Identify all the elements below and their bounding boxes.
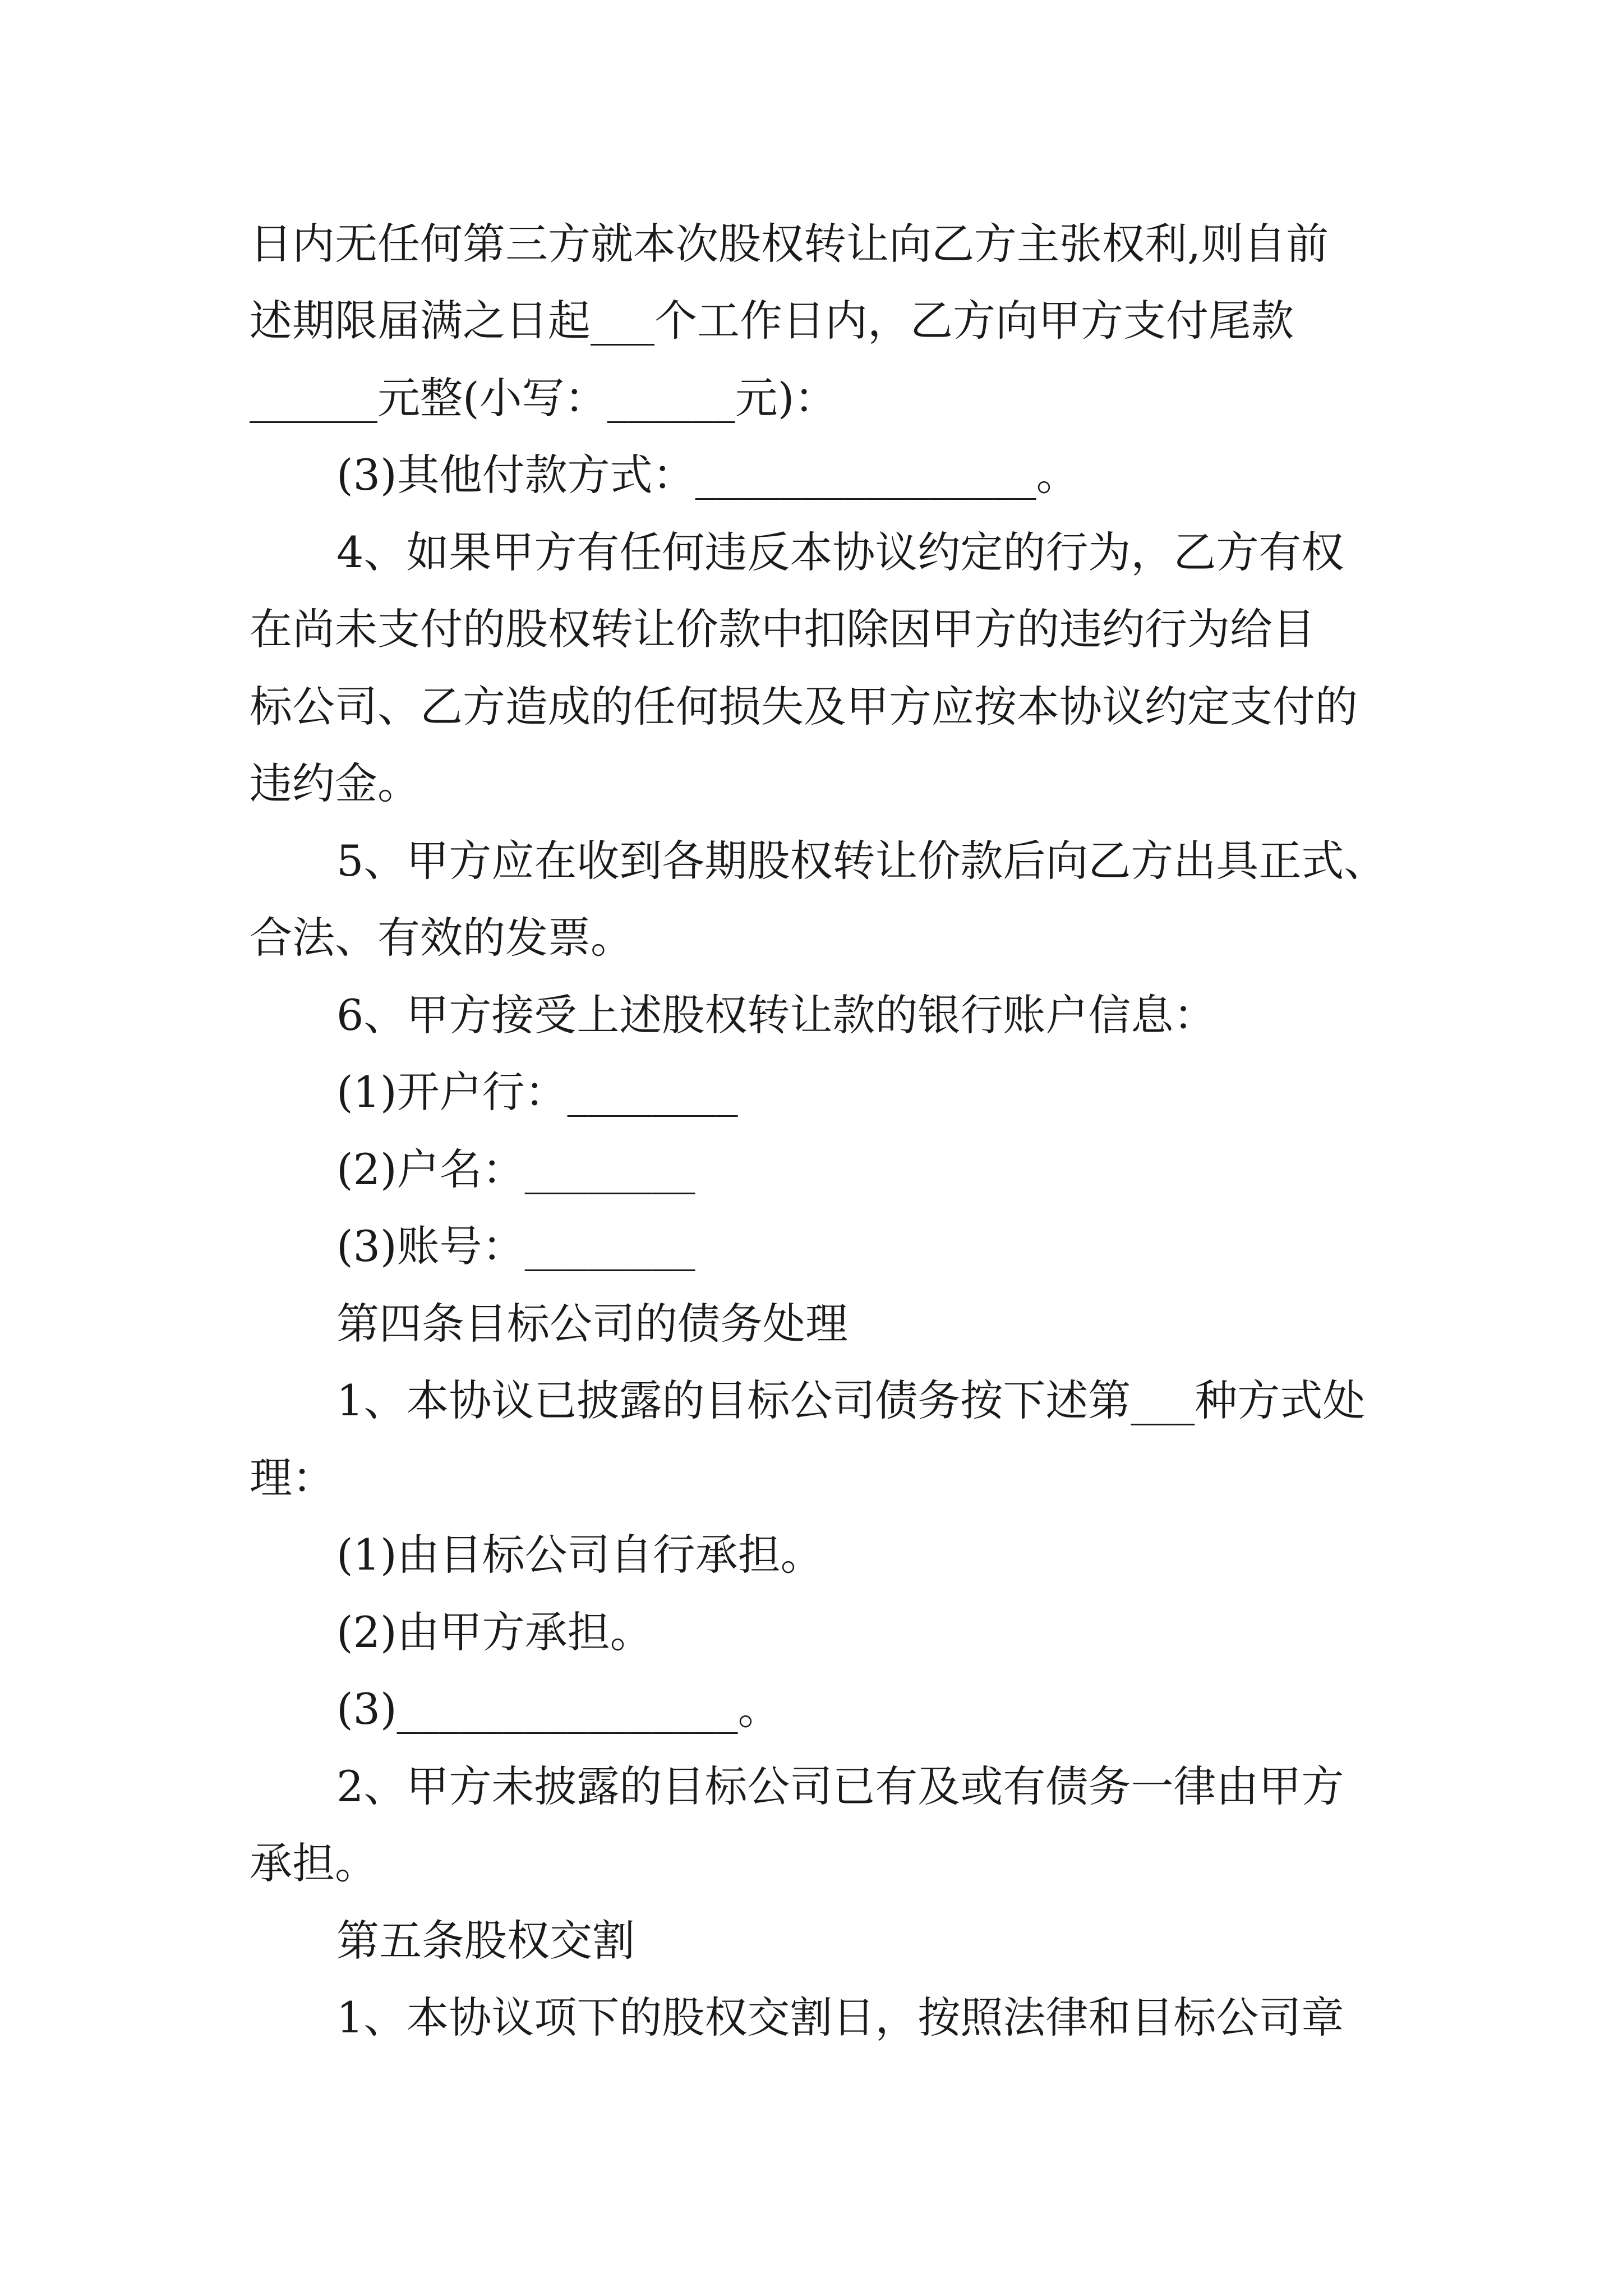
text-line: (3)账号：________: [336, 1221, 695, 1271]
text-line: 标公司、乙方造成的任何损失及甲方应按本协议约定支付的: [250, 682, 1358, 731]
text-line: 承担。: [250, 1838, 377, 1888]
text-line: 日内无任何第三方就本次股权转让向乙方主张权利,则自前: [250, 219, 1329, 269]
text-line: 合法、有效的发票。: [250, 913, 633, 963]
text-line: (1)开户行：________: [336, 1067, 738, 1117]
text-line: 2、甲方未披露的目标公司已有及或有债务一律由甲方: [336, 1761, 1344, 1811]
text-line: 违约金。: [250, 758, 420, 808]
text-line: 述期限届满之日起___个工作日内，乙方向甲方支付尾款: [250, 296, 1294, 346]
section-heading: 第五条股权交割: [336, 1916, 635, 1966]
text-line: 6、甲方接受上述股权转让款的银行账户信息：: [336, 990, 1216, 1040]
text-line: 1、本协议项下的股权交割日，按照法律和目标公司章: [336, 1993, 1344, 2042]
text-line: (1)由目标公司自行承担。: [336, 1530, 823, 1580]
text-line: (3)________________。: [336, 1684, 781, 1734]
text-line: ______元整(小写：______元)：: [250, 373, 837, 423]
text-line: 在尚未支付的股权转让价款中扣除因甲方的违约行为给目: [250, 604, 1315, 654]
text-line: 5、甲方应在收到各期股权转让价款后向乙方出具正式、: [336, 836, 1387, 886]
section-heading: 第四条目标公司的债务处理: [336, 1299, 848, 1349]
text-line: 理：: [250, 1453, 335, 1503]
text-line: 4、如果甲方有任何违反本协议约定的行为，乙方有权: [336, 527, 1344, 577]
text-line: (2)由甲方承担。: [336, 1607, 653, 1657]
text-line: 1、本协议已披露的目标公司债务按下述第___种方式处: [336, 1375, 1366, 1425]
text-line: (2)户名：________: [336, 1144, 695, 1194]
text-line: (3)其他付款方式：________________。: [336, 450, 1079, 500]
